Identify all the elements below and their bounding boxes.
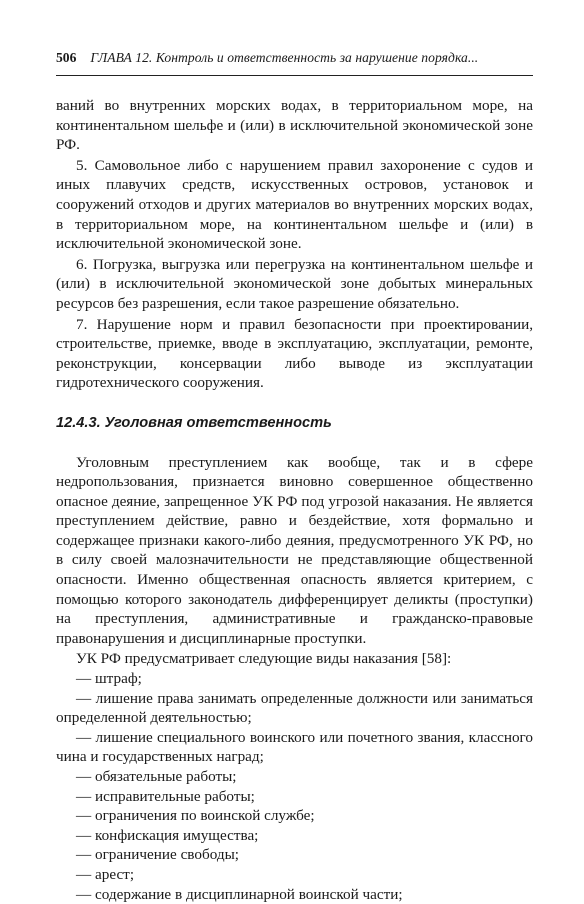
page-number: 506 xyxy=(56,50,77,65)
book-page xyxy=(56,50,533,904)
list-item: — содержание в дисциплинарной воинской части; xyxy=(76,885,403,903)
paragraph-item-6: 6. Погрузка, выгрузка или перегрузка на континентальном шельфе и (или) в исключительной экономической зоне добытых минеральных ресурсов без разрешения, если такое разрешение обязательно. xyxy=(56,255,533,312)
list-item: — ограничение свободы; xyxy=(76,846,240,864)
list-item: — штраф; xyxy=(76,670,142,688)
list-intro: УК РФ предусматривает следующие виды наказания [58]: xyxy=(76,650,452,668)
section-intro-paragraph: Уголовным преступлением как вообще, так и в сфере недропользования, признается виновно совершенное общественно опасное деяние, запрещенное УК РФ под угрозой наказания. Не является преступлением действие, равно и бездействие, хотя формально и содержащее признаки какого-либо деяния, предусмотренного УК РФ, но в силу своей малозначительности не представляющие общественной опасности. Именно общественная опасность является критерием, с помощью которого законодатель дифференцирует деликты (проступки) на преступления, административные и гражданско-правовые правонарушения и дисциплинарные проступки. xyxy=(56,453,533,647)
list-item: — конфискация имущества; xyxy=(76,826,259,844)
chapter-title: ГЛАВА 12. Контроль и ответственность за нарушение порядка... xyxy=(90,50,479,65)
list-item: — обязательные работы; xyxy=(76,768,237,785)
section-heading: 12.4.3. Уголовная ответственность xyxy=(56,414,332,431)
list-item: — арест; xyxy=(76,865,135,883)
paragraph-item-7: 7. Нарушение норм и правил безопасности при проектировании, строительстве, приемке, вводе в эксплуатацию, эксплуатации, ремонте, реконструкции, консервации либо выводе из эксплуатации гидротехнического сооружения. xyxy=(56,315,533,392)
paragraph-continuation: ваний во внутренних морских водах, в территориальном море, на континентальном шельфе и (или) в исключительной экономической зоне РФ. xyxy=(56,97,533,154)
paragraph-item-5: 5. Самовольное либо с нарушением правил захоронение с судов и иных плавучих средств, искусственных островов, установок и сооружений отходов и других материалов во внутренних морских водах, в территориальном море, на континентальном шельфе и (или) в исключительной экономической зоне. xyxy=(56,156,533,253)
running-header xyxy=(56,50,533,72)
list-item: — лишение специального воинского или почетного звания, классного чина и государственных наград; xyxy=(56,728,533,766)
page-body xyxy=(56,96,533,904)
list-item: — исправительные работы; xyxy=(76,787,255,805)
list-item: — лишение права занимать определенные должности или заниматься определенной деятельностью; xyxy=(56,689,533,727)
list-item: — ограничения по воинской службе; xyxy=(76,807,315,825)
header-rule xyxy=(56,75,533,76)
